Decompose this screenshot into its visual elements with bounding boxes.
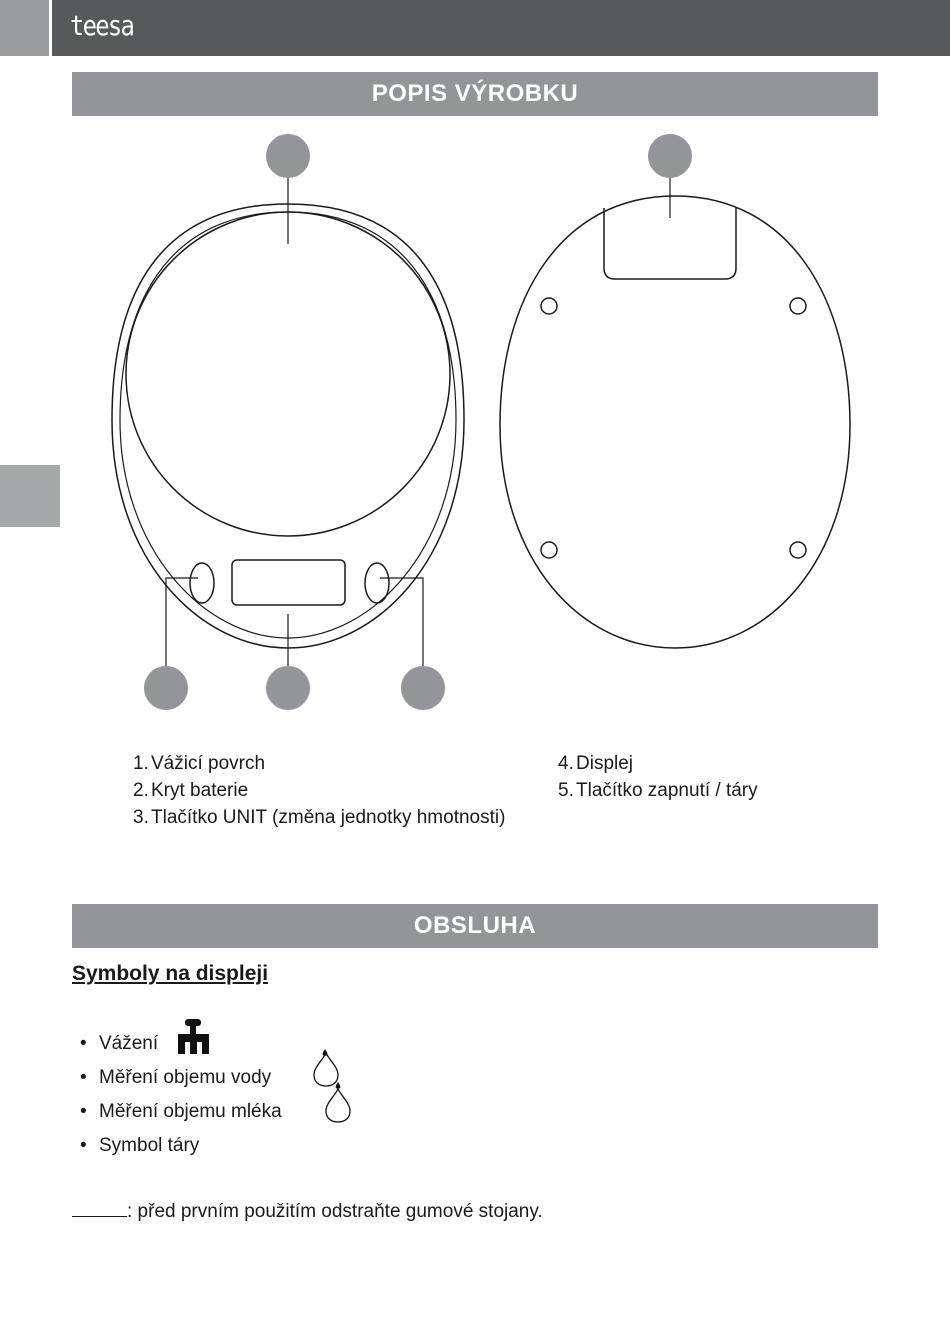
legend-label: Vážicí povrch: [151, 753, 266, 774]
bullet: •: [80, 1067, 87, 1088]
legend-number: 1.: [133, 753, 149, 774]
rubber-foot-bottom-right: [790, 542, 806, 558]
symbol-label: Symbol táry: [99, 1135, 200, 1156]
unit-button: [190, 563, 214, 603]
callout-line-5: [380, 578, 423, 666]
legend-label: Tlačítko UNIT (změna jednotky hmotnosti): [151, 807, 506, 828]
header-divider: [49, 0, 52, 56]
legend-number: 2.: [133, 780, 149, 801]
scale-back-body: [500, 196, 850, 648]
list-item: [80, 1027, 282, 1061]
list-item: [80, 1129, 282, 1163]
rubber-foot-top-right: [790, 298, 806, 314]
legend-number: 5.: [558, 780, 574, 801]
section-title-obsluha: OBSLUHA: [72, 904, 878, 948]
callout-marker-3: [144, 666, 188, 710]
header-bar: [0, 0, 950, 56]
brand-logo: teesa: [70, 9, 134, 42]
display-window: [232, 560, 345, 605]
list-item: [80, 1061, 282, 1095]
section-title-popis: POPIS VÝROBKU: [72, 72, 878, 116]
usage-note: [72, 1196, 543, 1223]
callout-marker-1: [266, 134, 310, 178]
bullet: •: [80, 1135, 87, 1156]
symbol-label: Vážení: [99, 1033, 159, 1054]
legend-item: [133, 804, 505, 831]
header-tab: [0, 0, 49, 56]
legend-label: Tlačítko zapnutí / táry: [576, 780, 758, 801]
symbol-label: Měření objemu mléka: [99, 1101, 282, 1122]
legend-item: [558, 777, 758, 804]
legend-item: [558, 750, 758, 777]
blank-underline: [72, 1196, 127, 1217]
callout-marker-5: [401, 666, 445, 710]
list-item: [80, 1095, 282, 1129]
display-symbols-heading: Symboly na displeji: [72, 962, 269, 985]
milk-drop-icon: [322, 1081, 354, 1137]
rubber-foot-top-left: [541, 298, 557, 314]
bullet: •: [80, 1101, 87, 1122]
legend-label: Displej: [576, 753, 634, 774]
weighing-surface: [126, 212, 450, 536]
battery-cover: [604, 208, 736, 279]
bullet: •: [80, 1033, 87, 1054]
note-text: : před prvním použitím odstraňte gumové stojany.: [127, 1201, 543, 1222]
scale-front-body: [112, 204, 464, 648]
power-tare-button: [365, 563, 389, 603]
callout-marker-2: [648, 134, 692, 178]
parts-legend-left: [133, 750, 505, 831]
callout-marker-4: [266, 666, 310, 710]
parts-legend-right: [558, 750, 758, 804]
legend-number: 4.: [558, 753, 574, 774]
rubber-foot-bottom-left: [541, 542, 557, 558]
scale-front-inner-rim: [120, 212, 456, 638]
display-symbols-list: [80, 1027, 282, 1163]
legend-item: [133, 750, 505, 777]
legend-label: Kryt baterie: [151, 780, 249, 801]
legend-item: [133, 777, 505, 804]
symbol-label: Měření objemu vody: [99, 1067, 272, 1088]
product-diagram: [0, 120, 950, 720]
legend-number: 3.: [133, 807, 149, 828]
